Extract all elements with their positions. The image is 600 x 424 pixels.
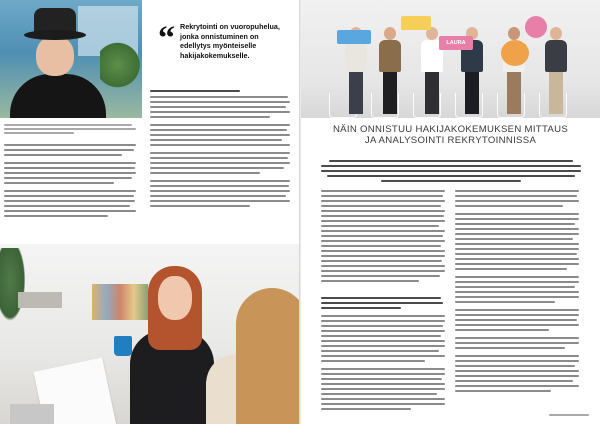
speech-bubble-sign xyxy=(525,16,547,38)
group-photo xyxy=(301,0,600,118)
headline-line-1: NÄIN ONNISTUU HAKIJAKOKEMUKSEN MITTAUS xyxy=(332,124,569,135)
left-page xyxy=(0,0,299,424)
coffee-mug-icon xyxy=(114,336,132,356)
office-photo-women xyxy=(0,244,299,424)
speech-bubble-sign xyxy=(501,40,529,66)
person-face xyxy=(36,36,74,76)
hat-brim xyxy=(24,30,86,40)
article-headline xyxy=(301,124,600,146)
plant xyxy=(0,248,28,328)
person-body xyxy=(10,74,106,118)
headline-line-2: JA ANALYSOINTI REKRYTOINNISSA xyxy=(364,135,537,147)
plant xyxy=(100,40,142,90)
name-sign: LAURA xyxy=(439,36,473,50)
quote-mark-icon: “ xyxy=(158,20,175,57)
woman-face xyxy=(158,276,192,320)
laptop xyxy=(10,404,54,424)
portrait-photo-man xyxy=(0,0,142,118)
speech-sign xyxy=(401,16,431,30)
right-page xyxy=(301,0,600,424)
person xyxy=(379,27,401,114)
shelf xyxy=(18,292,62,308)
pull-quote: Rekrytointi on vuoropuhelua, jonka onnistuminen on edellytys myönteiselle hakijakokemukselle. xyxy=(180,22,280,61)
bookshelf xyxy=(92,284,148,320)
person xyxy=(545,27,567,114)
speech-sign xyxy=(337,30,371,44)
second-woman-hair xyxy=(236,288,299,424)
